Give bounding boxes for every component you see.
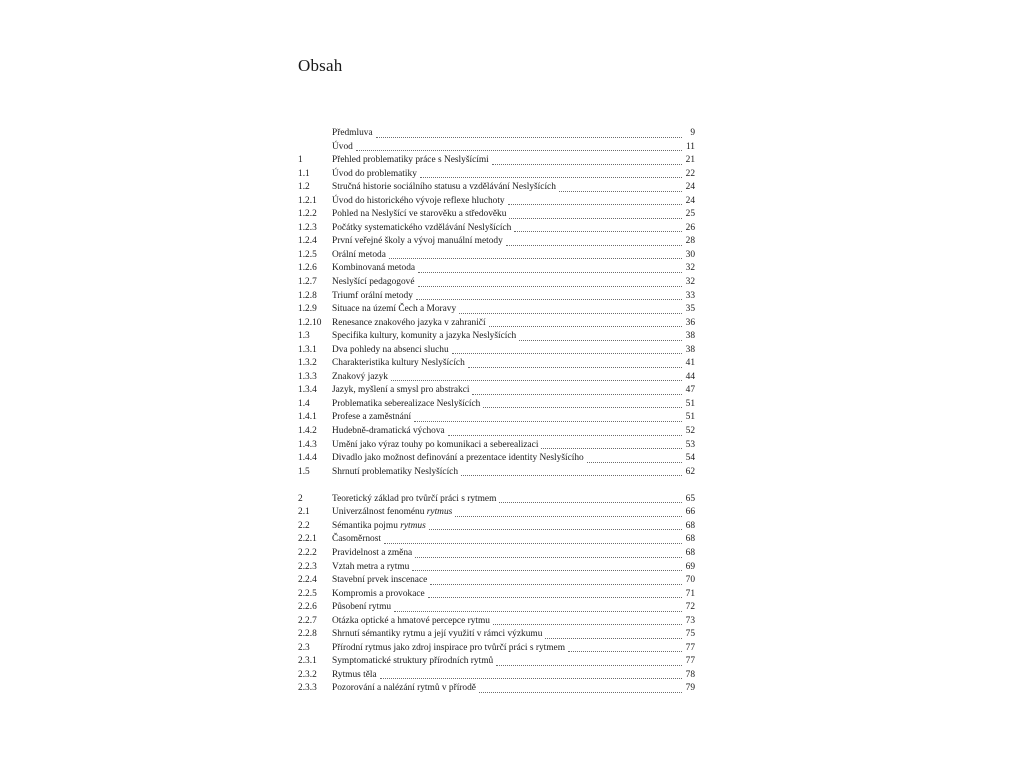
dot-leader <box>430 584 682 585</box>
toc-entry-title <box>332 222 511 236</box>
toc-entry-number: 1.4.3 <box>298 439 317 450</box>
toc-entry <box>298 425 695 439</box>
toc-entry <box>298 493 695 507</box>
dot-leader <box>519 340 682 341</box>
toc-entry-page: 44 <box>685 371 695 382</box>
toc-entry-title-text: Jazyk, myšlení a smysl pro abstrakci <box>332 385 470 396</box>
dot-leader <box>416 299 682 300</box>
toc-entry-title <box>332 262 415 276</box>
toc-entry-number: 1.2.7 <box>298 277 317 288</box>
dot-leader <box>492 164 682 165</box>
toc-entry-title <box>332 208 506 222</box>
toc-entry-title-text: Profese a zaměstnání <box>332 412 412 423</box>
toc-entry <box>298 506 695 520</box>
dot-leader <box>380 678 682 679</box>
table-of-contents <box>298 127 695 696</box>
dot-leader <box>587 462 682 463</box>
toc-entry-page: 51 <box>685 412 695 423</box>
toc-entry-number: 2.3.1 <box>298 656 317 667</box>
toc-entry-title-text: Specifika kultury, komunity a jazyka Neslyšících <box>332 331 517 342</box>
toc-entry-title <box>332 547 412 561</box>
toc-entry <box>298 682 695 696</box>
toc-entry-number: 1.4 <box>298 398 310 409</box>
toc-entry-page: 78 <box>685 669 695 680</box>
section-spacer <box>298 479 695 493</box>
toc-entry-page: 32 <box>685 277 695 288</box>
toc-entry-page: 47 <box>685 385 695 396</box>
toc-entry-number: 1.3.2 <box>298 358 317 369</box>
toc-entry <box>298 615 695 629</box>
toc-entry-title-text: Univerzálnost fenoménu <box>332 507 427 518</box>
toc-entry <box>298 303 695 317</box>
toc-entry-title <box>332 154 489 168</box>
toc-entry-number: 2.2.3 <box>298 561 317 572</box>
toc-entry-title-text: Úvod do historického vývoje reflexe hluchoty <box>332 195 505 206</box>
toc-entry-title <box>332 628 542 642</box>
toc-entry-title-text: Dva pohledy na absenci sluchu <box>332 344 449 355</box>
dot-leader <box>479 692 682 693</box>
toc-entry-number: 1.1 <box>298 168 310 179</box>
toc-entry <box>298 235 695 249</box>
toc-entry-title-text: Pravidelnost a změna <box>332 547 413 558</box>
toc-entry-number: 2.2.1 <box>298 534 317 545</box>
dot-leader <box>389 258 682 259</box>
toc-entry-title <box>332 561 409 575</box>
toc-entry-number: 1.2 <box>298 182 310 193</box>
toc-entry <box>298 588 695 602</box>
toc-entry-page: 28 <box>685 236 695 247</box>
toc-entry <box>298 520 695 534</box>
toc-entry-number: 1.2.3 <box>298 222 317 233</box>
toc-entry-page: 68 <box>685 547 695 558</box>
toc-entry-page: 32 <box>685 263 695 274</box>
toc-entry-title <box>332 506 452 520</box>
toc-entry-number: 1.5 <box>298 466 310 477</box>
dot-leader <box>559 191 682 192</box>
toc-entry-title <box>332 439 538 453</box>
toc-entry-title-text: Neslyšící pedagogové <box>332 277 415 288</box>
toc-entry <box>298 411 695 425</box>
toc-entry <box>298 181 695 195</box>
toc-entry-number: 1 <box>298 155 303 166</box>
toc-entry-number: 2.2.4 <box>298 575 317 586</box>
toc-entry-title <box>332 669 377 683</box>
toc-entry-page: 54 <box>685 453 695 464</box>
dot-leader <box>455 516 682 517</box>
toc-entry-title-text: Kombinovaná metoda <box>332 263 416 274</box>
toc-entry-title-text: Přírodní rytmus jako zdroj inspirace pro tvůrčí práci s rytmem <box>332 642 566 653</box>
toc-entry-title <box>332 642 565 656</box>
toc-entry-title <box>332 411 411 425</box>
toc-entry <box>298 439 695 453</box>
toc-entry-page: 69 <box>685 561 695 572</box>
dot-leader <box>483 407 682 408</box>
toc-entry-title-text: Renesance znakového jazyka v zahraničí <box>332 317 486 328</box>
page-title: Obsah <box>298 56 343 75</box>
dot-leader <box>420 177 682 178</box>
dot-leader <box>472 394 682 395</box>
toc-entry-page: 72 <box>685 602 695 613</box>
toc-entry-number: 1.2.10 <box>298 317 322 328</box>
toc-entry-number: 2.2.6 <box>298 602 317 613</box>
toc-entry-page: 68 <box>685 534 695 545</box>
toc-entry-title <box>332 276 415 290</box>
dot-leader <box>508 204 682 205</box>
toc-entry-number: 1.3.4 <box>298 385 317 396</box>
toc-entry-page: 25 <box>685 209 695 220</box>
toc-entry <box>298 452 695 466</box>
toc-entry-number: 1.2.1 <box>298 195 317 206</box>
dot-leader <box>429 529 682 530</box>
toc-entry <box>298 561 695 575</box>
toc-entry <box>298 330 695 344</box>
toc-entry-page: 71 <box>685 588 695 599</box>
toc-entry-title <box>332 249 386 263</box>
toc-entry-title-text: Kompromis a provokace <box>332 588 425 599</box>
toc-entry-title-text: Problematika seberealizace Neslyšících <box>332 398 481 409</box>
toc-entry-page: 68 <box>685 520 695 531</box>
toc-entry-page: 41 <box>685 358 695 369</box>
toc-entry <box>298 642 695 656</box>
toc-entry-title <box>332 425 445 439</box>
toc-entry-page: 52 <box>685 426 695 437</box>
toc-entry-number: 2.2.8 <box>298 629 317 640</box>
dot-leader <box>414 421 682 422</box>
toc-entry-page: 77 <box>685 642 695 653</box>
toc-entry <box>298 628 695 642</box>
toc-entry-title-text: Pohled na Neslyšící ve starověku a středověku <box>332 209 507 220</box>
toc-entry-number: 1.2.4 <box>298 236 317 247</box>
toc-entry-title <box>332 195 505 209</box>
dot-leader <box>415 557 682 558</box>
toc-entry-number: 2.1 <box>298 507 310 518</box>
toc-entry-title-text: Hudebně-dramatická výchova <box>332 426 445 437</box>
dot-leader <box>568 651 682 652</box>
dot-leader <box>394 611 682 612</box>
toc-entry <box>298 168 695 182</box>
toc-entry-page: 66 <box>685 507 695 518</box>
toc-entry-title-text: Umění jako výraz touhy po komunikaci a seberealizaci <box>332 439 539 450</box>
toc-entry-title <box>332 384 469 398</box>
toc-entry-number: 1.2.2 <box>298 209 317 220</box>
toc-entry-page: 53 <box>685 439 695 450</box>
dot-leader <box>418 272 682 273</box>
toc-entry-title-text: Přehled problematiky práce s Neslyšícími <box>332 155 489 166</box>
toc-entry-number: 2.2.5 <box>298 588 317 599</box>
toc-entry-number: 2.2.7 <box>298 615 317 626</box>
toc-entry-title <box>332 317 486 331</box>
toc-entry-number: 1.2.9 <box>298 304 317 315</box>
toc-entry-title-text: Shrnutí problematiky Neslyšících <box>332 466 459 477</box>
toc-entry-page: 38 <box>685 344 695 355</box>
dot-leader <box>506 245 682 246</box>
toc-entry-number: 2.3.3 <box>298 683 317 694</box>
toc-entry-title-text: Vztah metra a rytmu <box>332 561 410 572</box>
toc-entry-title <box>332 181 556 195</box>
toc-entry <box>298 249 695 263</box>
toc-entry-title-text: Symptomatické struktury přírodních rytmů <box>332 656 494 667</box>
toc-entry-title <box>332 141 353 155</box>
toc-entry-title-text: Teoretický základ pro tvůrčí práci s rytmem <box>332 493 497 504</box>
toc-entry <box>298 533 695 547</box>
toc-entry-title-text: Působení rytmu <box>332 602 392 613</box>
toc-entry-title <box>332 357 465 371</box>
dot-leader <box>541 448 682 449</box>
toc-entry <box>298 276 695 290</box>
dot-leader <box>509 218 682 219</box>
toc-entry-title-text: Znakový jazyk <box>332 371 388 382</box>
toc-entry-title <box>332 520 426 534</box>
toc-entry <box>298 317 695 331</box>
toc-entry <box>298 357 695 371</box>
dot-leader <box>461 475 682 476</box>
toc-entry-number: 2.2.2 <box>298 547 317 558</box>
toc-entry-title <box>332 235 503 249</box>
toc-entry-page: 62 <box>685 466 695 477</box>
toc-entry-page: 22 <box>685 168 695 179</box>
toc-entry-title <box>332 655 493 669</box>
dot-leader <box>545 638 682 639</box>
toc-entry <box>298 290 695 304</box>
toc-entry-title-text: Otázka optické a hmatové percepce rytmu <box>332 615 490 626</box>
toc-entry-page: 38 <box>685 331 695 342</box>
dot-leader <box>468 367 682 368</box>
toc-entry <box>298 669 695 683</box>
toc-entry <box>298 154 695 168</box>
toc-entry-title-text: Divadlo jako možnost definování a prezentace identity Neslyšícího <box>332 453 584 464</box>
toc-entry-page: 33 <box>685 290 695 301</box>
dot-leader <box>514 231 682 232</box>
toc-entry <box>298 384 695 398</box>
dot-leader <box>489 326 682 327</box>
dot-leader <box>496 665 682 666</box>
toc-entry-number: 1.4.1 <box>298 412 317 423</box>
toc-entry-number: 1.3 <box>298 331 310 342</box>
toc-entry-number: 2.2 <box>298 520 310 531</box>
toc-entry <box>298 127 695 141</box>
toc-entry-title <box>332 574 427 588</box>
toc-entry <box>298 398 695 412</box>
toc-entry-number: 1.4.2 <box>298 426 317 437</box>
toc-entry-title-text: Předmluva <box>332 128 373 138</box>
toc-entry-title-text: Shrnutí sémantiky rytmu a její využití v rámci výzkumu <box>332 629 543 640</box>
toc-entry-page: 24 <box>685 182 695 193</box>
toc-entry-page: 70 <box>685 575 695 586</box>
toc-entry-title-text: Charakteristika kultury Neslyšících <box>332 358 465 369</box>
dot-leader <box>493 624 682 625</box>
toc-entry-number: 1.2.6 <box>298 263 317 274</box>
dot-leader <box>376 137 682 138</box>
dot-leader <box>448 435 682 436</box>
toc-entry-title <box>332 290 413 304</box>
toc-entry <box>298 574 695 588</box>
toc-entry <box>298 655 695 669</box>
toc-entry-number: 1.4.4 <box>298 453 317 464</box>
toc-entry <box>298 371 695 385</box>
toc-entry-title-text: Pozorování a nalézání rytmů v přírodě <box>332 683 476 694</box>
toc-entry-title-text: Časoměrnost <box>332 534 381 545</box>
toc-entry-title <box>332 330 516 344</box>
toc-entry-number: 2.3 <box>298 642 310 653</box>
dot-leader <box>391 380 682 381</box>
toc-entry <box>298 262 695 276</box>
toc-entry-title-text: Stručná historie sociálního statusu a vzdělávání Neslyšících <box>332 182 556 193</box>
toc-entry-title-text: Sémantika pojmu <box>332 520 401 531</box>
dot-leader <box>428 597 682 598</box>
toc-entry-number: 1.3.1 <box>298 344 317 355</box>
toc-entry-page: 36 <box>685 317 695 328</box>
dot-leader <box>499 502 682 503</box>
toc-entry-title <box>332 466 458 480</box>
toc-entry-number: 1.2.5 <box>298 249 317 260</box>
toc-entry-title-text: Orální metoda <box>332 249 386 260</box>
toc-entry-title-text: Stavební prvek inscenace <box>332 575 428 586</box>
toc-entry <box>298 141 695 155</box>
toc-entry-title <box>332 533 381 547</box>
toc-entry <box>298 601 695 615</box>
toc-entry <box>298 195 695 209</box>
toc-entry-title <box>332 168 417 182</box>
dot-leader <box>418 286 682 287</box>
toc-entry-title-text: Triumf orální metody <box>332 290 413 301</box>
dot-leader <box>384 543 682 544</box>
toc-entry <box>298 344 695 358</box>
toc-entry-title-italic: rytmus <box>426 507 453 518</box>
toc-entry-title <box>332 127 373 141</box>
toc-entry-page: 9 <box>690 128 695 138</box>
toc-entry-page: 73 <box>685 615 695 626</box>
toc-entry-title <box>332 303 456 317</box>
toc-entry-page: 21 <box>685 155 695 166</box>
toc-entry-title <box>332 588 425 602</box>
toc-entry-page: 35 <box>685 304 695 315</box>
toc-entry-title-text: Úvod do problematiky <box>332 168 417 179</box>
dot-leader <box>452 353 682 354</box>
toc-entry-title-text: Úvod <box>332 141 353 152</box>
toc-entry-title <box>332 493 496 507</box>
toc-entry-title <box>332 452 584 466</box>
toc-entry-title <box>332 398 480 412</box>
toc-entry-page: 79 <box>685 683 695 694</box>
toc-entry-title <box>332 682 476 696</box>
toc-entry-page: 26 <box>685 222 695 233</box>
toc-entry-title-text: Situace na území Čech a Moravy <box>332 304 457 315</box>
toc-entry-number: 2.3.2 <box>298 669 317 680</box>
toc-entry-page: 65 <box>685 493 695 504</box>
toc-entry-title <box>332 371 388 385</box>
toc-entry-title-text: První veřejné školy a vývoj manuální metody <box>332 236 503 247</box>
toc-entry <box>298 466 695 480</box>
toc-entry-page: 51 <box>685 398 695 409</box>
toc-entry-page: 30 <box>685 249 695 260</box>
toc-entry-number: 2 <box>298 493 303 504</box>
toc-entry <box>298 547 695 561</box>
toc-entry-title <box>332 601 391 615</box>
toc-entry-page: 11 <box>685 141 695 152</box>
dot-leader <box>459 313 682 314</box>
toc-entry-number: 1.2.8 <box>298 290 317 301</box>
toc-entry-page: 75 <box>685 629 695 640</box>
dot-leader <box>412 570 682 571</box>
toc-entry-page: 24 <box>685 195 695 206</box>
toc-entry-page: 77 <box>685 656 695 667</box>
toc-entry-title-text: Rytmus těla <box>332 669 377 680</box>
toc-entry-title-italic: rytmus <box>400 520 426 531</box>
toc-entry <box>298 208 695 222</box>
toc-entry-title <box>332 615 490 629</box>
toc-entry <box>298 222 695 236</box>
dot-leader <box>356 150 682 151</box>
toc-entry-title <box>332 344 449 358</box>
toc-entry-number: 1.3.3 <box>298 371 317 382</box>
toc-entry-title-text: Počátky systematického vzdělávání Neslyšících <box>332 222 512 233</box>
